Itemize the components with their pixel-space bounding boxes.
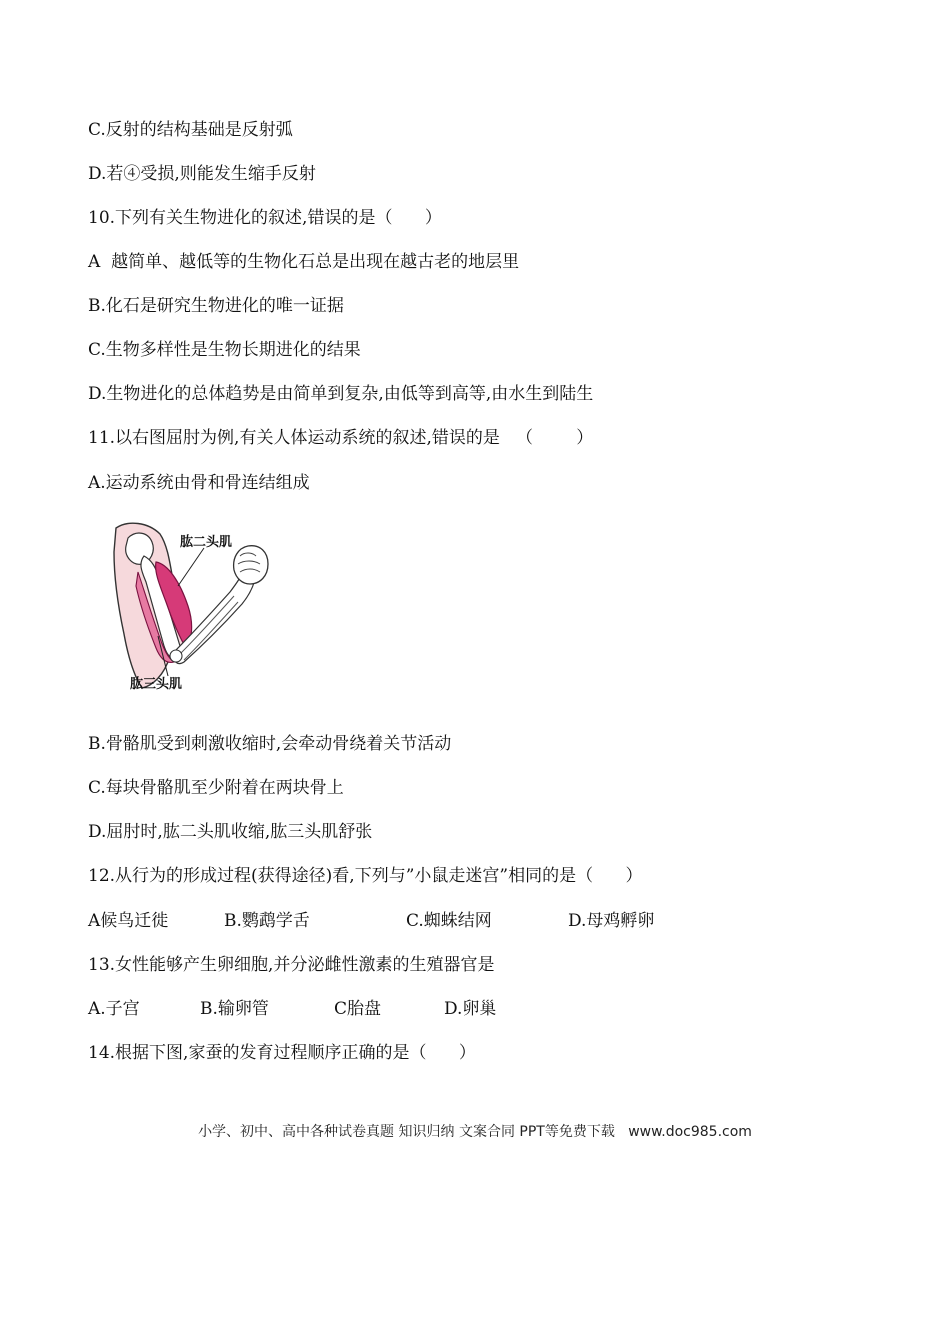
q12-option-b: B.鹦鹉学舌 — [224, 911, 310, 931]
triceps-label: 肱三头肌 — [130, 677, 183, 692]
fist — [234, 546, 268, 584]
question-13: 13.女性能够产生卵细胞,并分泌雌性激素的生殖器官是 — [88, 955, 495, 975]
q13-option-d: D.卵巢 — [444, 999, 497, 1019]
q11-option-c: C.每块骨骼肌至少附着在两块骨上 — [88, 778, 344, 798]
q10-option-b: B.化石是研究生物进化的唯一证据 — [88, 296, 344, 316]
q12-option-d: D.母鸡孵卵 — [568, 911, 655, 931]
arm-diagram — [108, 516, 278, 696]
q12-option-a: A候鸟迁徙 — [88, 911, 169, 931]
q13-option-c: C胎盘 — [334, 999, 382, 1019]
q13-option-a: A.子宫 — [88, 999, 140, 1019]
question-10: 10.下列有关生物进化的叙述,错误的是（ ） — [88, 208, 442, 228]
elbow-flexion-figure — [108, 516, 278, 696]
q10-option-a: A 越简单、越低等的生物化石总是出现在越古老的地层里 — [88, 252, 520, 272]
q10-option-d: D.生物进化的总体趋势是由简单到复杂,由低等到高等,由水生到陆生 — [88, 384, 594, 404]
question-14: 14.根据下图,家蚕的发育过程顺序正确的是（ ） — [88, 1043, 476, 1063]
biceps-leader-line — [178, 548, 204, 586]
ulna-bone — [184, 602, 238, 660]
q11-option-b: B.骨骼肌受到刺激收缩时,会牵动骨绕着关节活动 — [88, 734, 452, 754]
page-footer: 小学、初中、高中各种试卷真题 知识归纳 文案合同 PPT等免费下载 www.doc985.com — [198, 1124, 752, 1140]
q9-option-d: D.若④受损,则能发生缩手反射 — [88, 164, 316, 184]
q11-option-d: D.屈肘时,肱二头肌收缩,肱三头肌舒张 — [88, 822, 373, 842]
q10-option-c: C.生物多样性是生物长期进化的结果 — [88, 340, 361, 360]
question-12: 12.从行为的形成过程(获得途径)看,下列与”小鼠走迷宫”相同的是（ ） — [88, 866, 643, 886]
elbow-joint — [170, 650, 182, 662]
q12-option-c: C.蜘蛛结网 — [406, 911, 492, 931]
q9-option-c: C.反射的结构基础是反射弧 — [88, 120, 293, 140]
q11-option-a: A.运动系统由骨和骨连结组成 — [88, 473, 310, 493]
q13-option-b: B.输卵管 — [200, 999, 269, 1019]
biceps-label: 肱二头肌 — [180, 535, 233, 550]
question-11: 11.以右图屈肘为例,有关人体运动系统的叙述,错误的是 （ ） — [88, 428, 594, 448]
